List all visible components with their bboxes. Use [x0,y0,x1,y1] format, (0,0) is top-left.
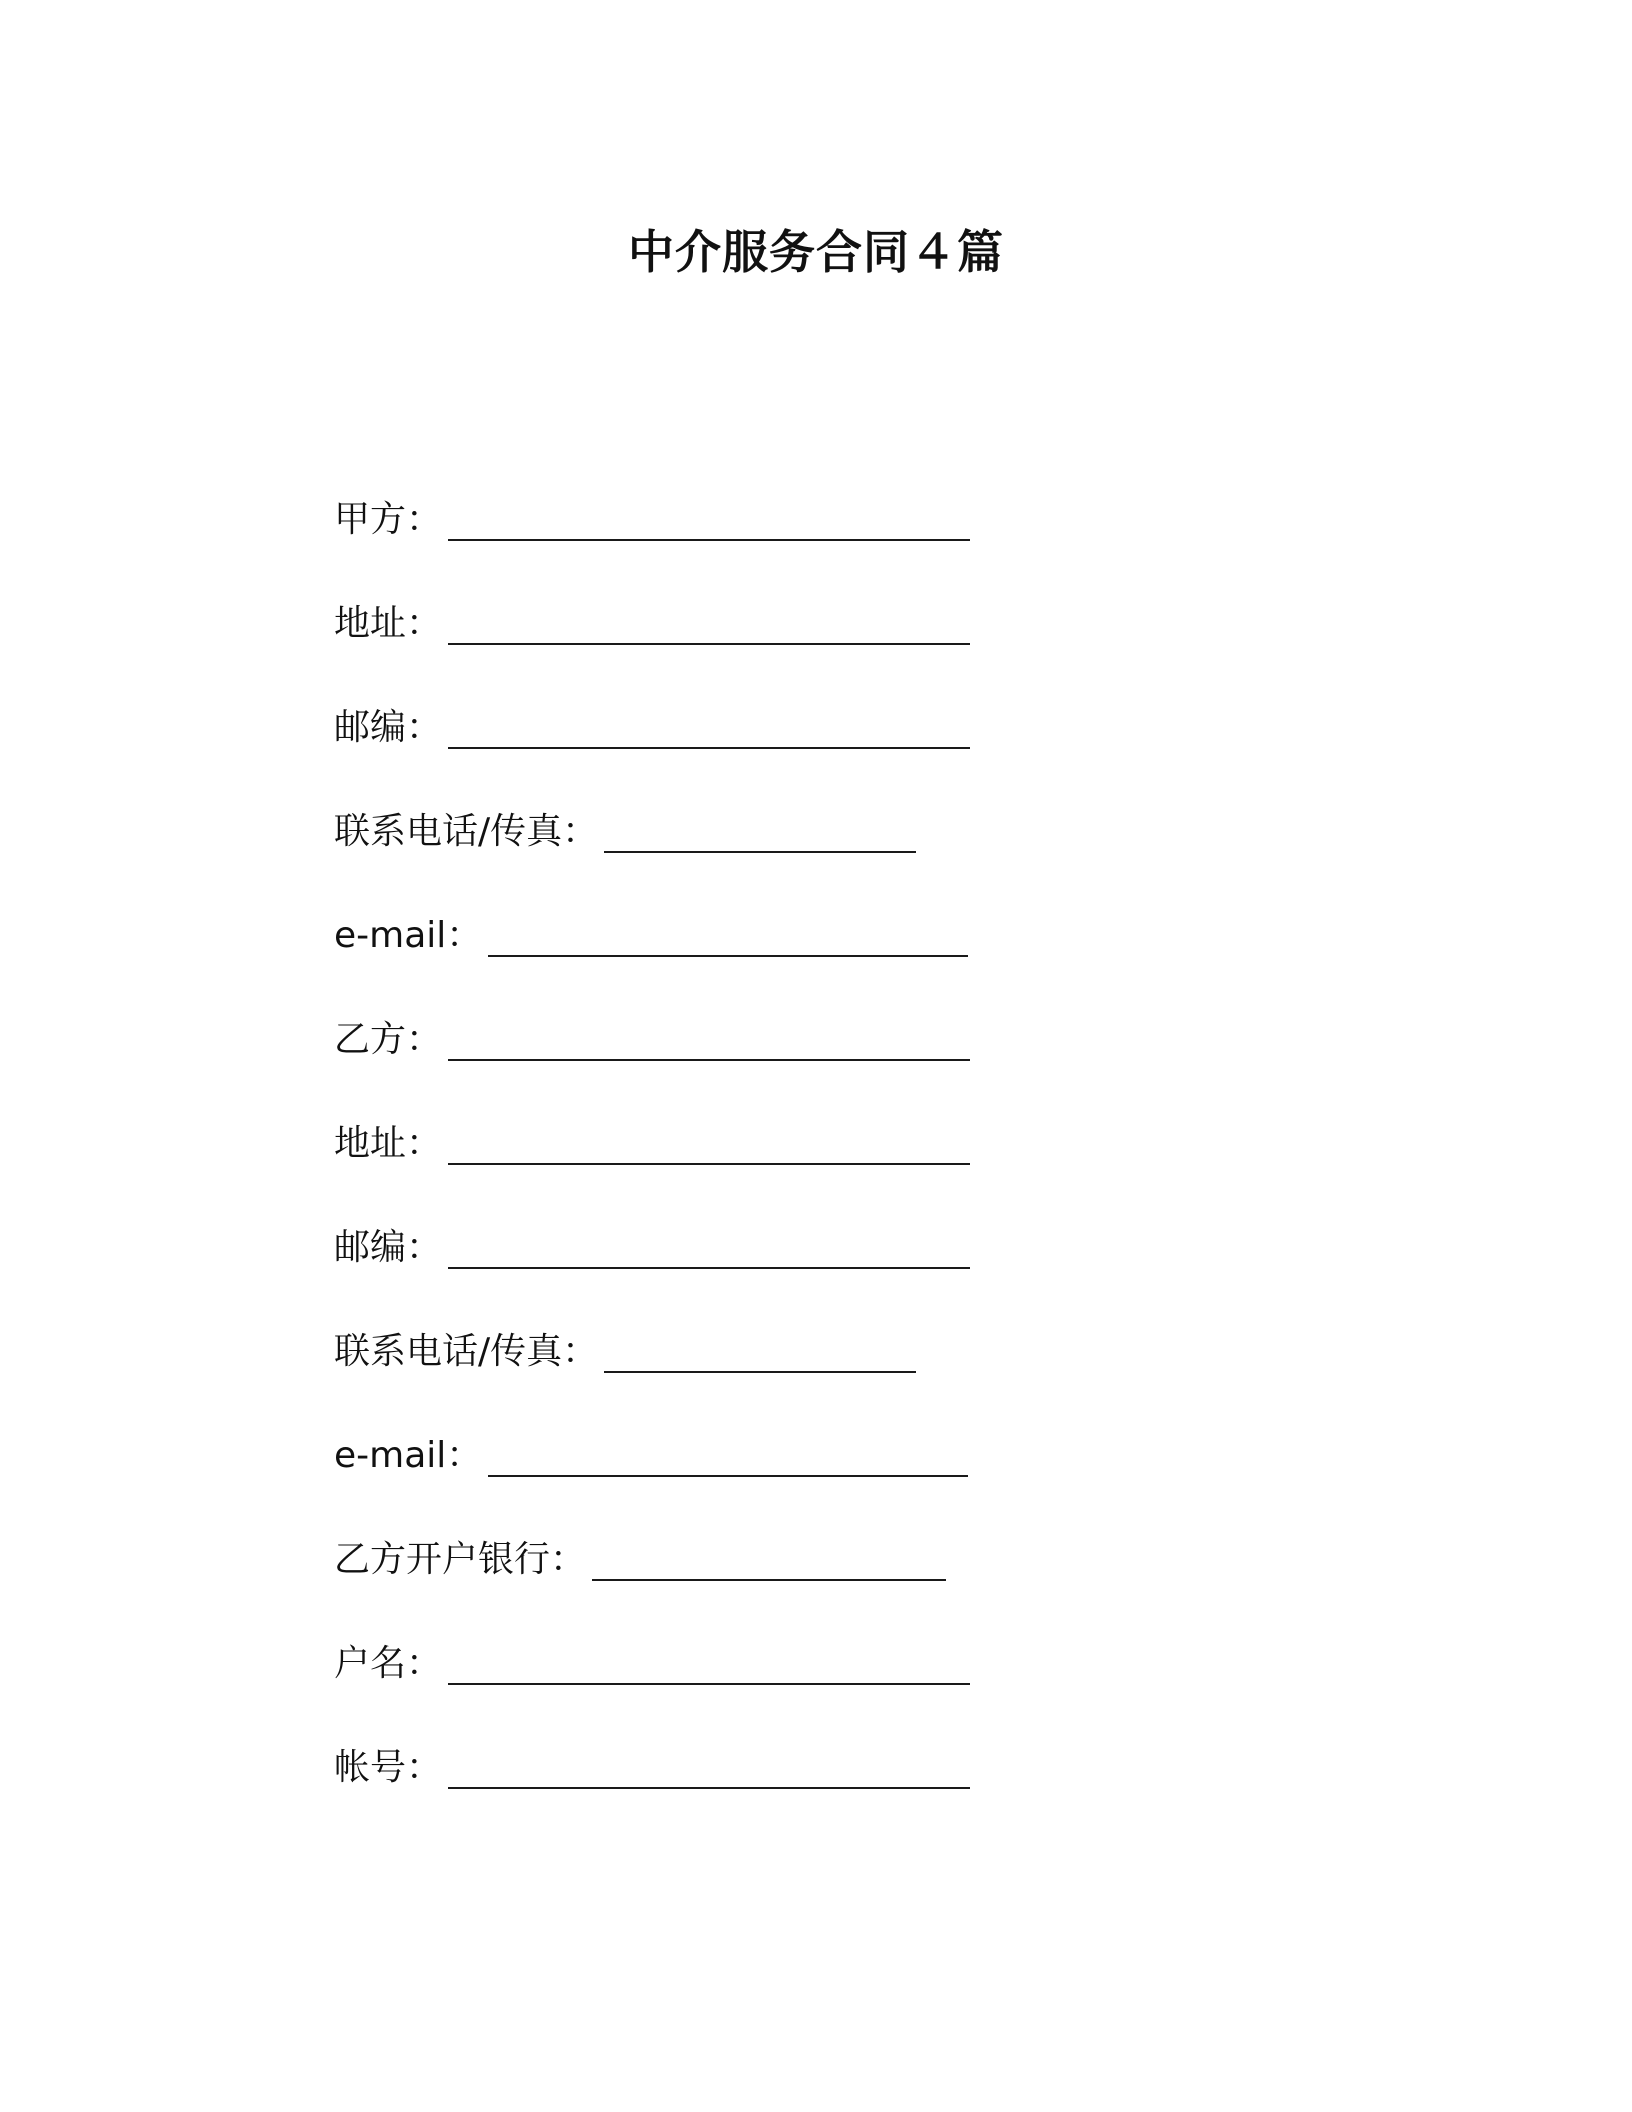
party-b-phone-fax-blank[interactable] [604,1323,916,1373]
party-a-phone-fax-blank[interactable] [604,803,916,853]
party-b-address-field [334,1119,1334,1223]
party-b-bank-blank[interactable] [592,1531,946,1581]
account-number-blank[interactable] [448,1739,970,1789]
field-label: 邮编： [334,707,443,748]
party-info-form [334,495,1334,1847]
party-a-email-field [334,911,1334,1015]
party-a-postcode-field [334,703,1334,807]
party-a-email-blank[interactable] [488,907,968,957]
field-label: 邮编： [334,1227,443,1268]
party-a-phone-fax-field [334,807,1334,911]
party-b-phone-fax-field [334,1327,1334,1431]
account-number-field [334,1743,1334,1847]
document-title: 中介服务合同４篇 [628,225,1004,279]
party-a-address-field [334,599,1334,703]
party-b-address-blank[interactable] [448,1115,970,1165]
field-label: 联系电话/传真： [334,811,599,852]
field-label: 户名： [334,1643,443,1684]
party-b-email-blank[interactable] [488,1427,968,1477]
field-label: 联系电话/传真： [334,1331,599,1372]
field-label: 帐号： [334,1747,443,1788]
party-b-postcode-blank[interactable] [448,1219,970,1269]
account-name-field [334,1639,1334,1743]
field-label: 甲方： [334,499,443,540]
party-a-address-blank[interactable] [448,595,970,645]
party-b-name-field [334,1015,1334,1119]
field-label: 乙方： [334,1019,443,1060]
account-name-blank[interactable] [448,1635,970,1685]
field-label: 地址： [334,1123,443,1164]
field-label: 乙方开户银行： [334,1539,587,1580]
party-b-name-blank[interactable] [448,1011,970,1061]
party-a-name-blank[interactable] [448,491,970,541]
party-a-name-field [334,495,1334,599]
field-label: e-mail： [334,915,483,956]
party-b-email-field [334,1431,1334,1535]
field-label: e-mail： [334,1435,483,1476]
party-a-postcode-blank[interactable] [448,699,970,749]
field-label: 地址： [334,603,443,644]
party-b-bank-field [334,1535,1334,1639]
party-b-postcode-field [334,1223,1334,1327]
